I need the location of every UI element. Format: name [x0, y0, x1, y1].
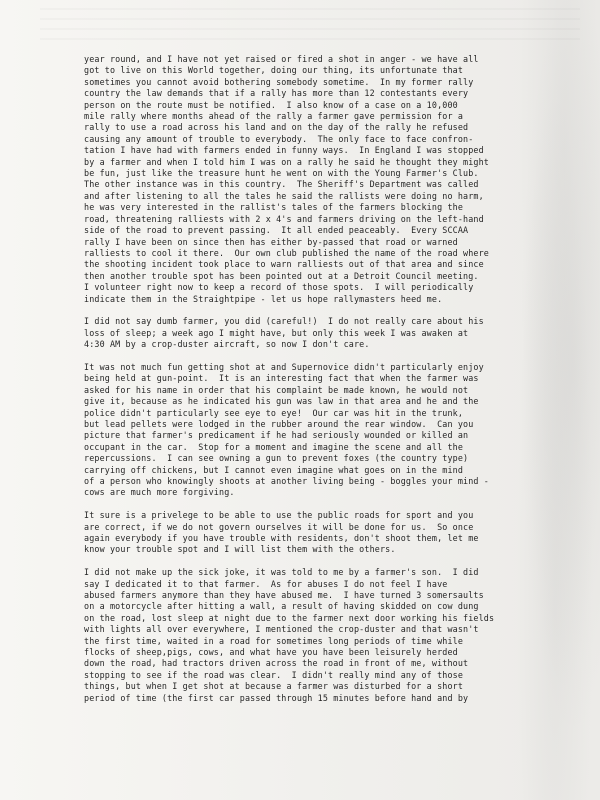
paragraph — [84, 567, 594, 704]
text-line: being held at gun-point. It is an interesting fact that when the farmer was — [84, 373, 479, 384]
text-line: on the road, lost sleep at night due to the farmer next door working his fields — [84, 612, 495, 623]
text-line: he was very interested in the rallist's tales of the farmers blocking the — [84, 202, 464, 213]
text-line: down the road, had tractors driven across the road in front of me, without — [84, 658, 469, 669]
text-line: tation I have had with farmers ended in funny ways. In England I was stopped — [84, 145, 484, 156]
paragraph — [84, 54, 594, 305]
text-line: abused farmers anymore than they have abused me. I have turned 3 somersaults — [84, 590, 484, 601]
text-line: mile rally where months ahead of the rally a farmer gave permission for a — [84, 111, 464, 122]
show-through-text — [40, 8, 580, 48]
text-line: I did not say dumb farmer, you did (careful!) I do not really care about his — [84, 316, 484, 327]
text-line: again everybody if you have trouble with residents, don't shoot them, let me — [84, 533, 479, 544]
text-line: I volunteer right now to keep a record of those spots. I will periodically — [84, 282, 474, 293]
text-line: know your trouble spot and I will list them with the others. — [84, 544, 396, 555]
text-line: It sure is a privelege to be able to use the public roads for sport and you — [84, 510, 474, 521]
text-line: ralliests to cool it there. Our own club published the name of the road where — [84, 247, 489, 258]
text-line: repercussions. I can see owning a gun to prevent foxes (the country type) — [84, 453, 469, 464]
text-line: then another trouble spot has been pointed out at a Detroit Council meeting. — [84, 270, 479, 281]
text-line: be fun, just like the treasure hunt he went on with the Young Farmer's Club. — [84, 168, 479, 179]
text-line: occupant in the car. Stop for a moment and imagine the scene and all the — [84, 441, 464, 452]
text-line: side of the road to prevent passing. It all ended peaceably. Every SCCAA — [84, 225, 469, 236]
text-line: country the law demands that if a rally has more than 12 contestants every — [84, 88, 469, 99]
text-line: and after listening to all the tales he said the rallists were doing no harm, — [84, 190, 484, 201]
text-line: rally to use a road across his land and on the day of the rally he refused — [84, 122, 469, 133]
text-line: indicate them in the Straightpipe - let us hope rallymasters heed me. — [84, 293, 443, 304]
text-line: by a farmer and when I told him I was on a rally he said he thought they might — [84, 156, 489, 167]
text-line: 4:30 AM by a crop-duster aircraft, so now I don't care. — [84, 339, 370, 350]
text-line: The other instance was in this country. The Sheriff's Department was called — [84, 179, 479, 190]
letter-body — [84, 54, 594, 715]
text-line: picture that farmer's predicament if he had seriously wounded or killed an — [84, 430, 469, 441]
text-line: flocks of sheep,pigs, cows, and what have you have been leisurely herded — [84, 647, 458, 658]
text-line: cows are much more forgiving. — [84, 487, 235, 498]
text-line: rally I have been on since then has either by-passed that road or warned — [84, 236, 458, 247]
text-line: the shooting incident took place to warn ralliests out of that area and since — [84, 259, 484, 270]
text-line: It was not much fun getting shot at and Supernovice didn't particularly enjoy — [84, 361, 484, 372]
text-line: of a person who knowingly shoots at another living being - boggles your mind - — [84, 476, 489, 486]
paragraph — [84, 362, 594, 499]
text-line: with lights all over everywhere, I mentioned the crop-duster and that wasn't — [84, 624, 479, 635]
text-line: sometimes you cannot avoid bothering somebody sometime. In my former rally — [84, 76, 474, 87]
paragraph — [84, 316, 594, 350]
text-line: causing any amount of trouble to everybody. The only face to face confron- — [84, 133, 474, 144]
text-line: police didn't particularly see eye to eye! Our car was hit in the trunk, — [84, 407, 464, 418]
text-line: are correct, if we do not govern ourselves it will be done for us. So once — [84, 521, 474, 532]
text-line: say I dedicated it to that farmer. As for abuses I do not feel I have — [84, 578, 448, 589]
text-line: things, but when I get shot at because a farmer was disturbed for a short — [84, 681, 464, 692]
text-line: period of time (the first car passed through 15 minutes before hand and by — [84, 692, 469, 703]
text-line: asked for his name in order that his complaint be made known, he would not — [84, 384, 469, 395]
text-line: but lead pellets were lodged in the rubber around the rear window. Can you — [84, 418, 474, 429]
text-line: give it, because as he indicated his gun was law in that area and he and the — [84, 396, 479, 407]
text-line: loss of sleep; a week ago I might have, but only this week I was awaken at — [84, 327, 469, 338]
paragraph — [84, 510, 594, 556]
text-line: road, threatening ralliests with 2 x 4's and farmers driving on the left-hand — [84, 213, 484, 224]
text-line: year round, and I have not yet raised or fired a shot in anger - we have all — [84, 54, 479, 64]
text-line: carrying off chickens, but I cannot even imagine what goes on in the mind — [84, 464, 464, 475]
text-line: the first time, waited in a road for sometimes long periods of time while — [84, 635, 464, 646]
text-line: person on the route must be notified. I also know of a case on a 10,000 — [84, 99, 458, 110]
text-line: stopping to see if the road was clear. I didn't really mind any of those — [84, 669, 464, 680]
text-line: on a motorcycle after hitting a wall, a result of having skidded on cow dung — [84, 601, 479, 612]
text-line: I did not make up the sick joke, it was told to me by a farmer's son. I did — [84, 567, 479, 578]
text-line: got to live on this World together, doing our thing, its unfortunate that — [84, 65, 464, 76]
